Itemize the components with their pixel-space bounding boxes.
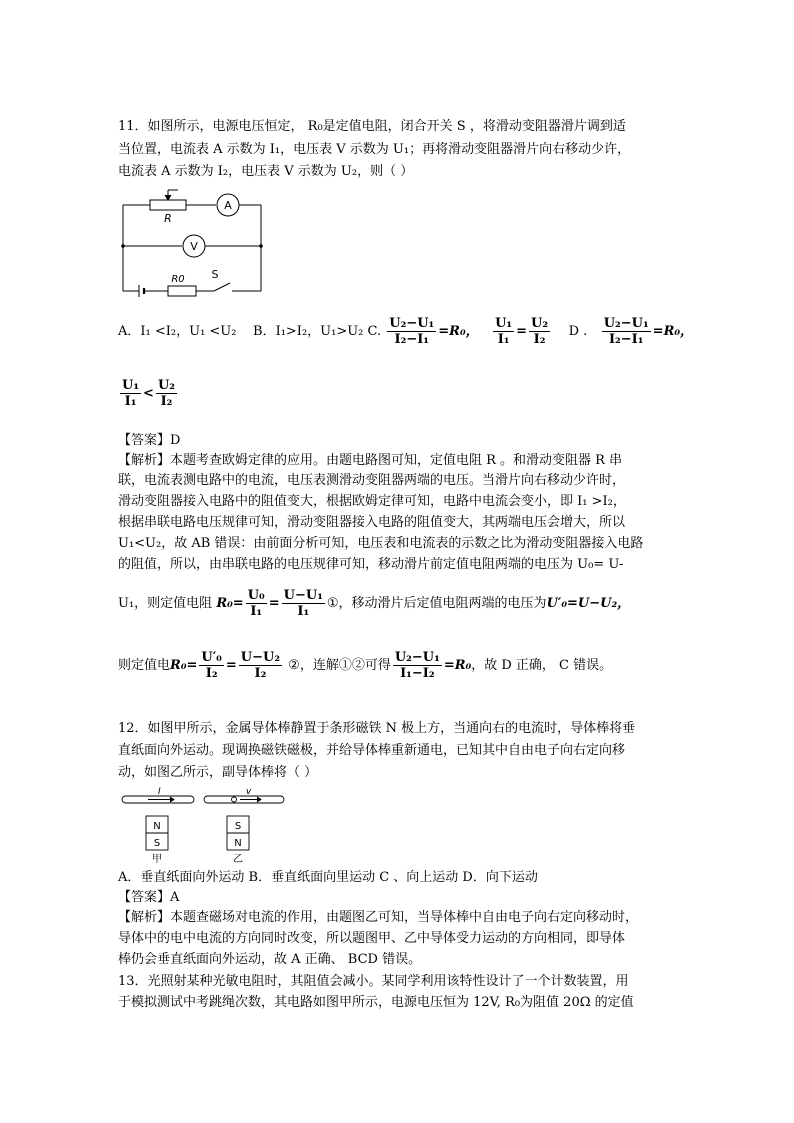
option-c-rhs: =R₀，	[438, 324, 479, 339]
voltmeter-label: V	[190, 240, 198, 253]
q11-option-d-second: $\frac{\text{U₁}}{\text{I₁}}$ < $\frac{\text{U₂}}{\text{I₂}}$	[122, 378, 175, 409]
current-label: I	[158, 787, 161, 797]
resistor-r0	[168, 286, 196, 296]
option-c-label: C.	[367, 324, 382, 339]
q12-exp-1: 【解析】本题查磁场对电流的作用，由题图乙可知，当导体棒中自由电子向右定向移动时，	[118, 910, 639, 925]
option-d-label: D .	[568, 324, 588, 339]
q12-answer: 【答案】A	[118, 890, 180, 905]
label-jia: 甲	[152, 854, 162, 865]
q11-exp-7: U₁，则定值电阻 R₀= $\frac{\text{U₀}}{\text{I₁}}$ = $\frac{\text{U−U₁}}{\text{I₁}}$ ①，移动滑片后定值电阻两端的电压为U′₀=U−U₂，	[118, 588, 631, 619]
q11-answer: 【答案】D	[118, 433, 181, 448]
switch-label: S	[211, 268, 219, 281]
q11-line-3: 电流表 A 示数为 I₂，电压表 V 示数为 U₂，则（ ）	[118, 164, 414, 179]
option-c2-fraction-left: $\frac{\text{U₁}}{\text{I₁}}$	[495, 316, 513, 347]
rheostat-r	[150, 200, 186, 210]
yi-pole-bottom: N	[234, 838, 242, 849]
q11-exp-3: 滑动变阻器接入电路中的阻值变大，根据欧姆定律可知，电路中电流会变小，即 I₁ >I₂，	[118, 494, 626, 509]
q12-line-3: 动，如图乙所示，副导体棒将（ ）	[118, 765, 318, 780]
option-d-fraction: $\frac{\text{U₂−U₁}}{\text{I₂−I₁}}$	[603, 316, 649, 347]
q11-exp-6: 的阻值，所以，由串联电路的电压规律可知，移动滑片前定值电阻两端的电压为 U₀= U-	[118, 557, 624, 572]
option-d2-fraction-right: $\frac{\text{U₂}}{\text{I₂}}$	[157, 378, 175, 409]
q11-exp-1: 【解析】本题考查欧姆定律的应用。由题电路图可知，定值电阻 R 。和滑动变阻器 R 串	[118, 453, 623, 468]
q11-line-1: 11．如图所示，电源电压恒定， R₀是定值电阻，闭合开关 S ，将滑动变阻器滑片调到适	[118, 119, 626, 134]
q11-exp-8: 则定值电R₀= $\frac{\text{U′₀}}{\text{I₂}}$ = $\frac{\text{U−U₂}}{\text{I₂}}$ ②，连解①②可得 $\frac{\text{U₂−U₁}}{\text{I₁−I₂}}$ =R₀，故 D 正确， C 错误。	[118, 650, 613, 681]
option-c2-fraction-right: $\frac{\text{U₂}}{\text{I₂}}$	[531, 316, 549, 347]
q11-exp-2: 联，电流表测电路中的电流，电压表测滑动变阻器两端的电压。当滑片向右移动少许时，	[118, 473, 626, 488]
q12-magnet-diagram	[118, 786, 288, 866]
jia-pole-top: N	[153, 821, 161, 832]
resistor-label: R0	[171, 274, 185, 285]
q11-circuit-diagram	[118, 188, 268, 300]
q12-line-2: 直纸面向外运动。现调换磁铁磁极，并给导体棒重新通电，已知其中自由电子向右定向移	[118, 743, 626, 758]
option-d-rhs: =R₀，	[652, 324, 694, 339]
option-d2-fraction-left: $\frac{\text{U₁}}{\text{I₁}}$	[122, 378, 140, 409]
yi-pole-top: S	[234, 821, 242, 832]
q11-exp-5: U₁<U₂，故 AB 错误：由前面分析可知，电压表和电流表的示数之比为滑动变阻器接入电路	[118, 536, 644, 551]
rheostat-label: R	[164, 212, 172, 225]
q13-line-1: 13．光照射某种光敏电阻时，其阻值会减小。某同学利用该特性设计了一个计数装置，用	[118, 974, 629, 989]
q12-options: A．垂直纸面向外运动 B．垂直纸面向里运动 C 、向上运动 D．向下运动	[118, 870, 538, 885]
q11-exp-4: 根据串联电路电压规律可知，滑动变阻器接入电路的阻值变大，其两端电压会增大，所以	[118, 515, 626, 530]
q12-exp-2: 导体中的电中电流的方向同时改变，所以题图甲、乙中导体受力运动的方向相同，即导体	[118, 931, 626, 946]
option-a: A．I₁ <I₂，U₁ <U₂	[118, 324, 237, 339]
q12-exp-3: 棒仍会垂直纸面向外运动，故 A 正确、 BCD 错误。	[118, 952, 422, 967]
jia-pole-bottom: S	[153, 838, 161, 849]
q13-line-2: 于模拟测试中考跳绳次数，其电路如图甲所示，电源电压恒为 12V, R₀为阻值 20Ω 的定值	[118, 995, 634, 1010]
option-b: B．I₁>I₂，U₁>U₂	[253, 324, 364, 339]
ammeter-label: A	[224, 199, 232, 212]
q11-options-row: A．I₁ <I₂，U₁ <U₂ B．I₁>I₂，U₁>U₂ C. $\frac{\text{U₂−U₁}}{\text{I₂−I₁}}$ =R₀， $\frac{\text{U₁}}{\text{I₁}}$ = $\frac{\text{U₂}}{\text{I₂}}$ D . $\frac{\text{U₂−U₁}}{\text{I₂−I₁}}$ =R₀，	[118, 316, 694, 347]
label-yi: 乙	[233, 854, 243, 865]
q11-line-2: 当位置，电流表 A 示数为 I₁，电压表 V 示数为 U₁；再将滑动变阻器滑片向右移动少许，	[118, 142, 631, 157]
option-c-fraction: $\frac{\text{U₂−U₁}}{\text{I₂−I₁}}$	[389, 316, 435, 347]
velocity-label: v	[246, 787, 252, 797]
q12-line-1: 12．如图甲所示，金属导体棒静置于条形磁铁 N 极上方，当通向右的电流时，导体棒将垂	[118, 721, 636, 736]
